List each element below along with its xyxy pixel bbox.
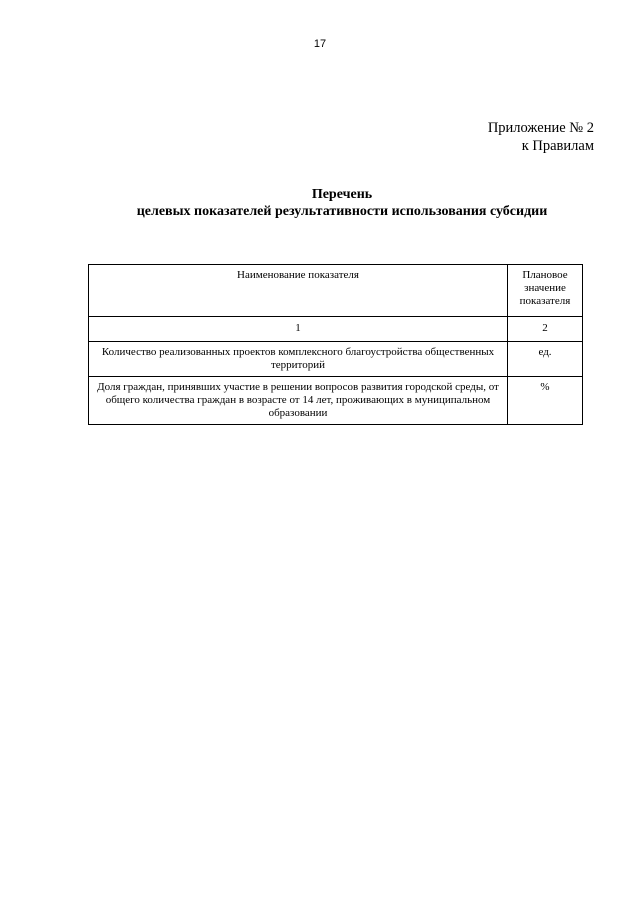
- table-header-row: [89, 265, 583, 317]
- indicator-name-cell: Количество реализованных проектов комплексного благоустройства общественных территорий: [89, 342, 508, 377]
- appendix-rules: к Правилам: [521, 138, 594, 154]
- header-planned-value: Плановое значение показателя: [508, 265, 583, 317]
- page-number: 17: [313, 38, 327, 50]
- indicator-name-cell: Доля граждан, принявших участие в решении вопросов развития городской среды, от общего количества граждан в возрасте от 14 лет, проживающих в муниципальном образовании: [89, 377, 508, 425]
- column-number-1: 1: [89, 317, 508, 342]
- document-title-line1: Перечень: [311, 187, 373, 202]
- appendix-reference: [488, 119, 594, 155]
- document-title: [0, 186, 640, 220]
- column-number-2: 2: [508, 317, 583, 342]
- indicator-unit-cell: %: [508, 377, 583, 425]
- document-title-line2: целевых показателей результативности использования субсидии: [136, 204, 548, 219]
- column-numbers-row: [89, 317, 583, 342]
- appendix-number: Приложение № 2: [487, 120, 594, 136]
- indicators-table: [88, 264, 583, 425]
- table-row: [89, 377, 583, 425]
- table-row: [89, 342, 583, 377]
- header-indicator-name: Наименование показателя: [89, 265, 508, 317]
- indicator-unit-cell: ед.: [508, 342, 583, 377]
